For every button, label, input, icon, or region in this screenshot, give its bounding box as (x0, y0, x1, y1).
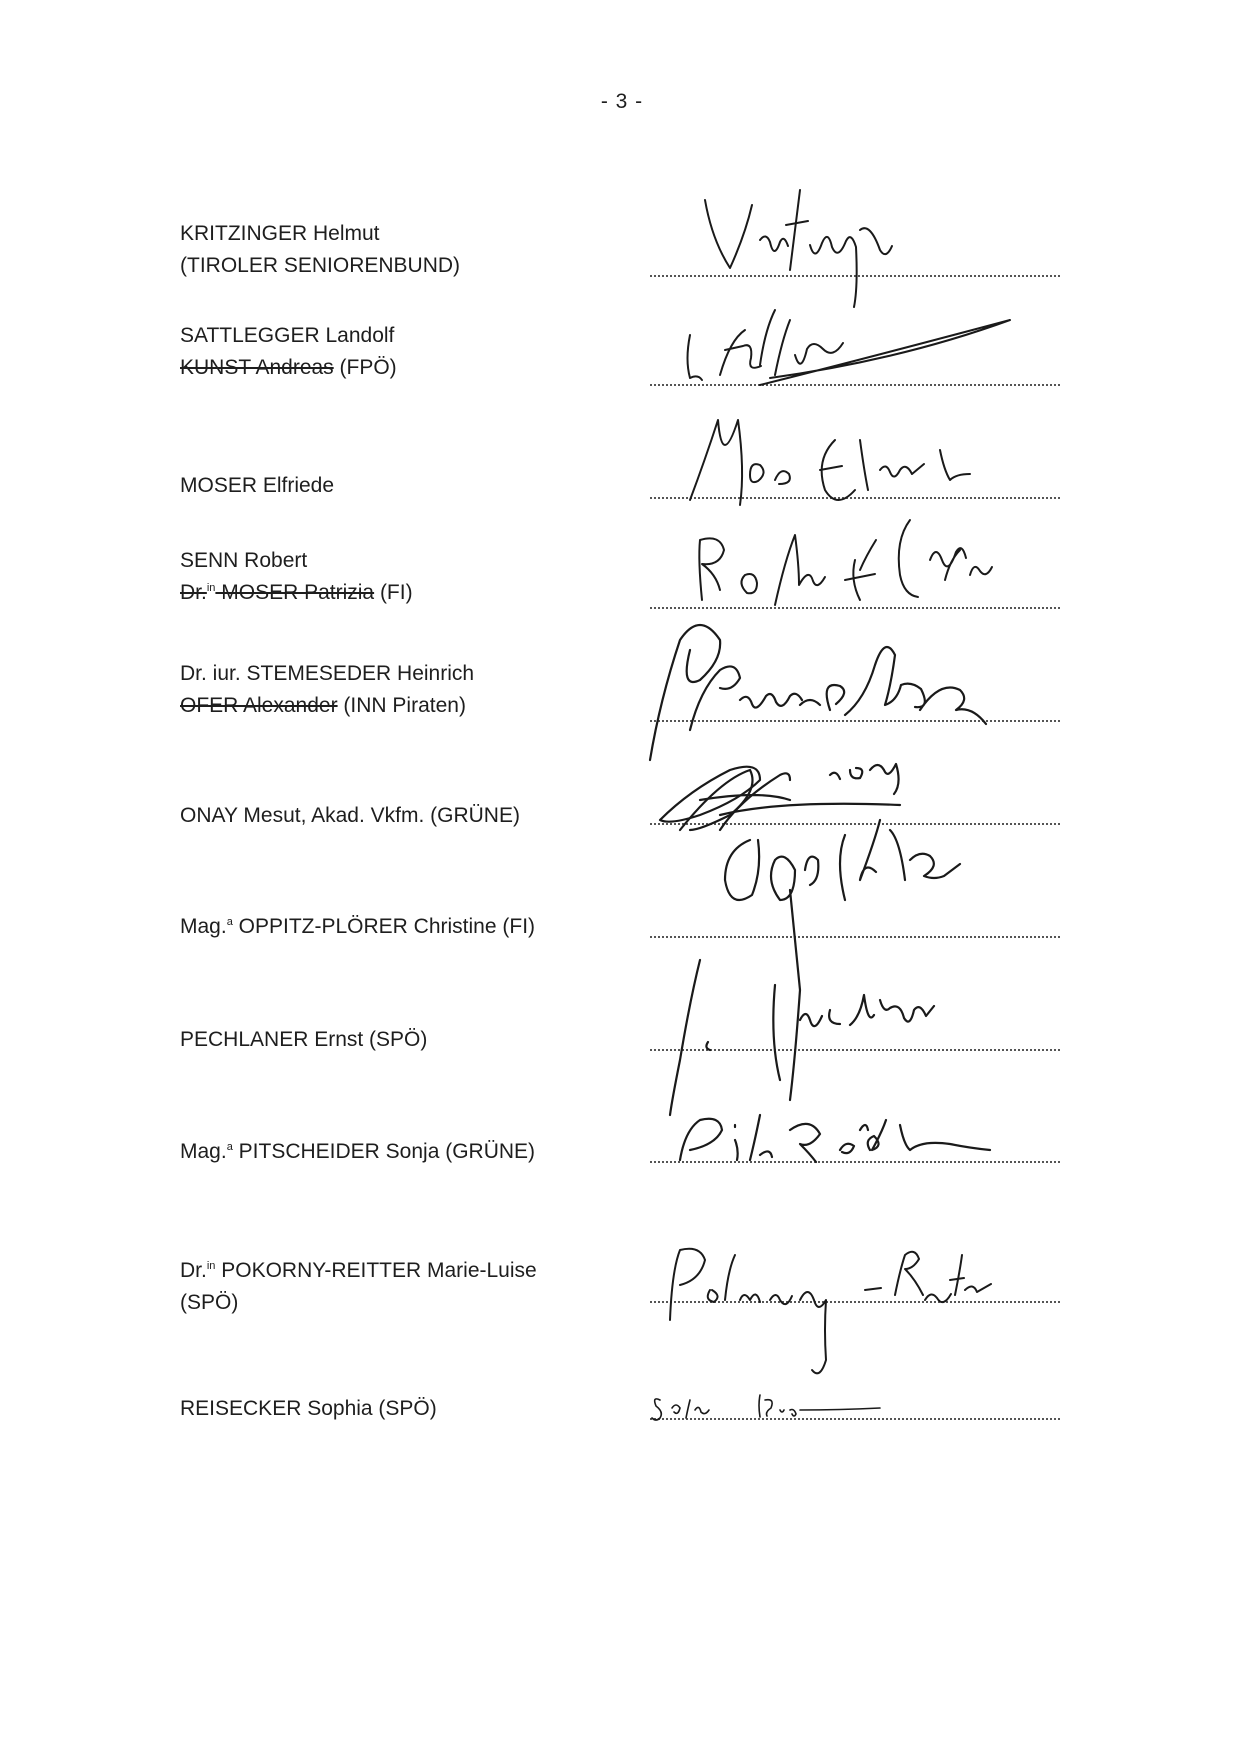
signature-onay (660, 764, 900, 830)
signature-line (650, 1418, 1060, 1420)
entry-text: POKORNY-REITTER Marie-Luise (215, 1259, 537, 1282)
entry-line (180, 1255, 600, 1287)
title-superscript: in (206, 582, 216, 594)
entry-text: PITSCHEIDER Sonja (GRÜNE) (232, 1140, 536, 1163)
entry-text: SATTLEGGER Landolf (180, 324, 395, 347)
entry-text: PECHLANER Ernst (SPÖ) (180, 1028, 428, 1051)
member-entry-reisecker (180, 1393, 600, 1425)
signature-kritzinger (705, 190, 892, 307)
entry-text: Dr. iur. STEMESEDER Heinrich (180, 662, 475, 685)
member-entry-senn (180, 545, 600, 609)
signature-reisecker (652, 1395, 880, 1420)
struck-name: KUNST Andreas (180, 356, 334, 379)
signature-line (650, 607, 1060, 609)
member-entry-oppitz-ploerer (180, 911, 600, 943)
entry-text: (TIROLER SENIORENBUND) (180, 254, 461, 277)
entry-line (180, 1393, 600, 1425)
struck-name: Dr. (180, 581, 207, 604)
entry-line (180, 320, 600, 352)
entry-line (180, 545, 600, 577)
entry-line (180, 690, 600, 722)
signature-moser (690, 420, 970, 505)
signature-line (650, 936, 1060, 938)
signature-line (650, 1161, 1060, 1163)
signature-pitscheider (680, 1115, 990, 1162)
entry-text: (FI) (374, 581, 413, 604)
entry-line (180, 250, 600, 282)
entry-line (180, 800, 600, 832)
signature-oppitz-ploerer (725, 820, 960, 1100)
signature-line (650, 275, 1060, 277)
signature-line (650, 497, 1060, 499)
page-number: - 3 - (600, 90, 644, 113)
signature-pokorny-reitter (670, 1249, 991, 1374)
entry-text: Mag. (180, 1140, 227, 1163)
entry-text: SENN Robert (180, 549, 308, 572)
member-entry-stemeseder (180, 658, 600, 722)
struck-name: OFER Alexander (180, 694, 338, 717)
signature-line (650, 384, 1060, 386)
entry-line (180, 218, 600, 250)
signature-line (650, 1301, 1060, 1303)
title-superscript: in (206, 1260, 216, 1272)
entry-text: Dr. (180, 1259, 207, 1282)
entry-text: (FPÖ) (333, 356, 397, 379)
member-entry-onay (180, 800, 600, 832)
entry-text: (SPÖ) (180, 1291, 239, 1314)
entry-line (180, 911, 600, 943)
entry-text: MOSER Elfriede (180, 474, 335, 497)
member-entry-pitscheider (180, 1136, 600, 1168)
signature-stemeseder (650, 625, 986, 760)
member-entry-pechlaner (180, 1024, 600, 1056)
entry-line (180, 577, 600, 609)
member-entry-sattlegger (180, 320, 600, 384)
entry-line (180, 1287, 600, 1319)
signature-sattlegger (688, 310, 1011, 385)
member-entry-moser (180, 470, 600, 502)
signature-line (650, 823, 1060, 825)
signature-line (650, 1049, 1060, 1051)
entry-line (180, 1024, 600, 1056)
signature-pechlaner (670, 960, 934, 1115)
member-entry-pokorny-reitter (180, 1255, 600, 1319)
entry-line (180, 1136, 600, 1168)
struck-name: MOSER Patrizia (215, 581, 375, 604)
entry-text: Mag. (180, 915, 227, 938)
member-entry-kritzinger (180, 218, 600, 282)
entry-text: ONAY Mesut, Akad. Vkfm. (GRÜNE) (180, 804, 520, 827)
signature-line (650, 720, 1060, 722)
signature-senn (699, 520, 992, 605)
entry-text: OPPITZ-PLÖRER Christine (FI) (232, 915, 536, 938)
title-superscript: a (226, 1141, 233, 1153)
entry-text: (INN Piraten) (337, 694, 466, 717)
entry-text: KRITZINGER Helmut (180, 222, 380, 245)
entry-text: REISECKER Sophia (SPÖ) (180, 1397, 437, 1420)
entry-line (180, 470, 600, 502)
entry-line (180, 352, 600, 384)
entry-line (180, 658, 600, 690)
title-superscript: a (226, 916, 233, 928)
